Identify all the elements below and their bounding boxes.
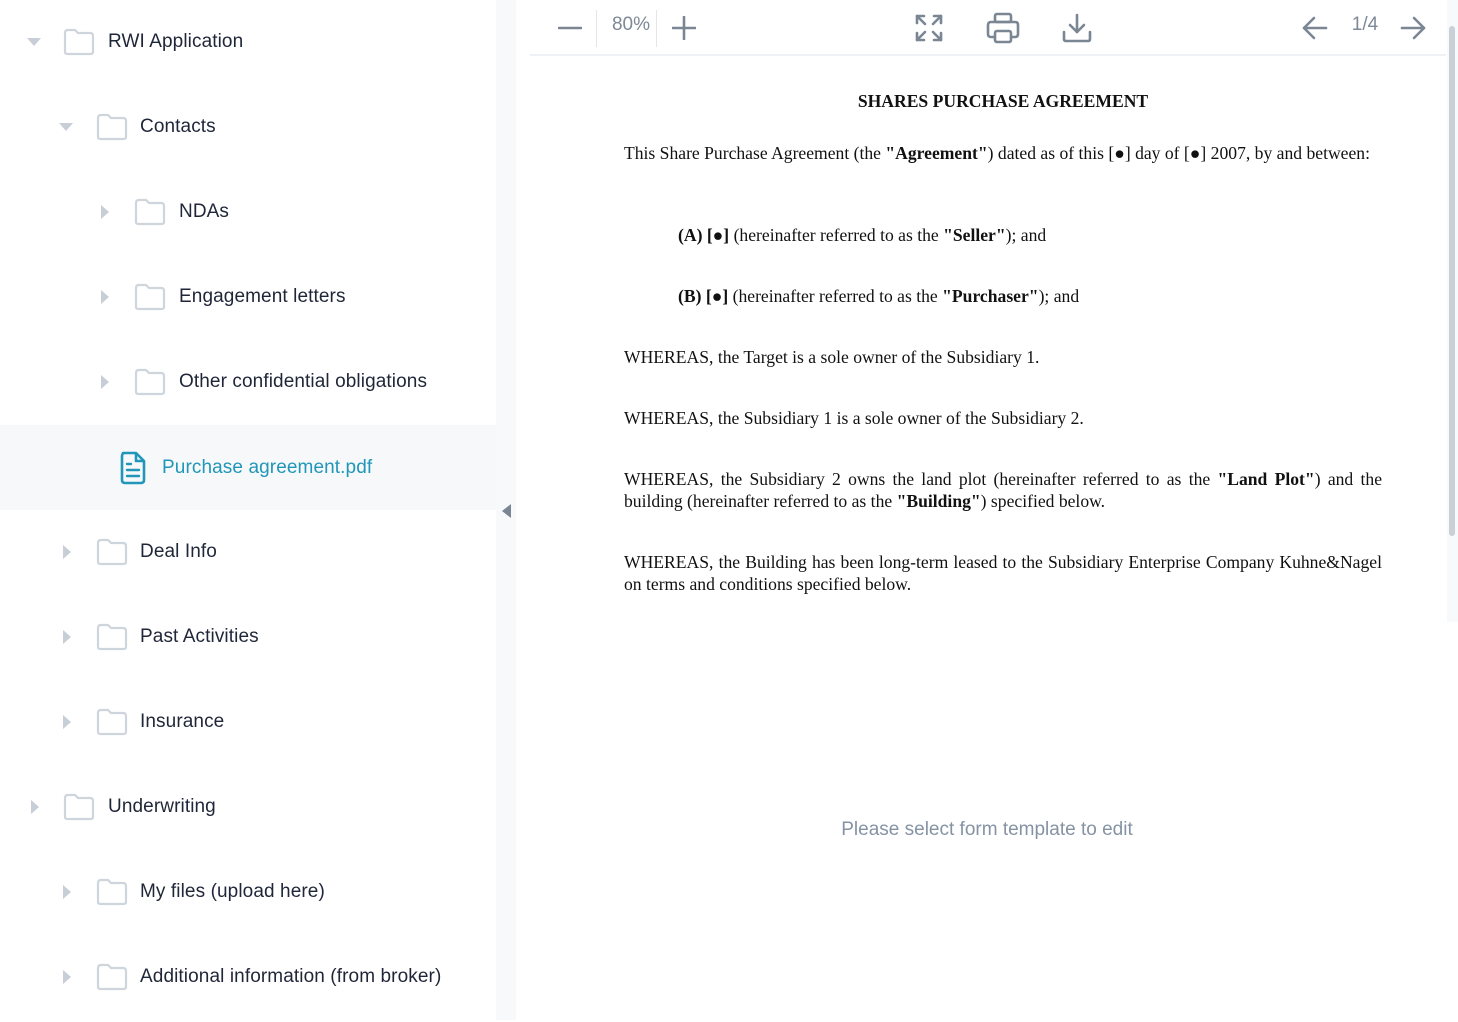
- caret-down-icon[interactable]: [28, 36, 40, 48]
- bold-term: "Land Plot": [1217, 469, 1315, 489]
- tree-item-label: Deal Info: [140, 541, 217, 562]
- tree-item-label: Insurance: [140, 711, 225, 732]
- party-label: (A) [●]: [678, 225, 730, 245]
- text: WHEREAS, the Subsidiary 2 owns the land plot (hereinafter referred to as the: [624, 469, 1218, 489]
- party-label: (B) [●]: [678, 286, 729, 306]
- party-a-paragraph: [678, 225, 1378, 247]
- whereas-paragraph-4: WHEREAS, the Building has been long-term leased to the Subsidiary Enterprise Company Kuhne&Nagel on terms and conditions specified below.: [624, 552, 1382, 594]
- party-b-paragraph: [678, 286, 1378, 308]
- bold-term: "Building": [896, 490, 981, 511]
- tree-item-engagement-letters[interactable]: [0, 255, 496, 340]
- caret-down-icon[interactable]: [60, 121, 72, 133]
- text: ) specified below.: [980, 490, 1106, 511]
- zoom-level: 80%: [611, 14, 651, 35]
- download-button[interactable]: [1060, 11, 1094, 45]
- plus-icon: [672, 16, 696, 40]
- empty-state-message: Please select form template to edit: [841, 819, 1133, 840]
- tree-item-label: Contacts: [140, 116, 216, 137]
- caret-right-icon[interactable]: [99, 291, 111, 303]
- folder-icon: [134, 283, 166, 311]
- tree-item-additional-information[interactable]: [0, 935, 496, 1020]
- caret-right-icon[interactable]: [99, 206, 111, 218]
- tree-item-label: Purchase agreement.pdf: [162, 457, 373, 478]
- tree-item-my-files[interactable]: [0, 850, 496, 935]
- folder-icon: [96, 113, 128, 141]
- tree-item-label: My files (upload here): [140, 881, 325, 902]
- text: (hereinafter referred to as the: [728, 286, 943, 306]
- tree-item-label: Past Activities: [140, 626, 259, 647]
- intro-paragraph: [624, 143, 1382, 165]
- previous-page-button[interactable]: [1300, 13, 1330, 43]
- tree-item-deal-info[interactable]: [0, 510, 496, 595]
- caret-right-icon[interactable]: [29, 801, 41, 813]
- folder-icon: [96, 623, 128, 651]
- fullscreen-button[interactable]: [912, 11, 946, 45]
- collapse-sidebar-icon[interactable]: [500, 502, 512, 520]
- tree-item-rwi-application[interactable]: [0, 0, 496, 85]
- text: ) and the building (hereinafter referred to as the: [624, 469, 1383, 511]
- tree-item-other-confidential-obligations[interactable]: [0, 340, 496, 425]
- caret-right-icon[interactable]: [61, 886, 73, 898]
- arrow-left-icon: [1301, 15, 1329, 41]
- caret-right-icon[interactable]: [61, 716, 73, 728]
- folder-icon: [96, 963, 128, 991]
- text: ); and: [1038, 286, 1080, 306]
- folder-icon: [63, 793, 95, 821]
- folder-icon: [96, 708, 128, 736]
- bold-term: "Purchaser": [942, 286, 1039, 306]
- printer-icon: [986, 12, 1020, 44]
- caret-right-icon[interactable]: [61, 631, 73, 643]
- file-tree-sidebar: [0, 0, 496, 1020]
- download-icon: [1061, 12, 1093, 44]
- folder-icon: [134, 368, 166, 396]
- document-title: SHARES PURCHASE AGREEMENT: [857, 91, 1149, 111]
- tree-item-label: Underwriting: [108, 796, 216, 817]
- text: (hereinafter referred to as the: [729, 225, 944, 245]
- arrow-right-icon: [1399, 15, 1427, 41]
- whereas-paragraph-1: WHEREAS, the Target is a sole owner of the Subsidiary 1.: [624, 347, 1040, 367]
- scrollbar-thumb[interactable]: [1449, 26, 1455, 536]
- tree-item-label: Engagement letters: [179, 286, 346, 307]
- zoom-out-button[interactable]: [556, 14, 584, 42]
- caret-right-icon[interactable]: [61, 546, 73, 558]
- tree-item-insurance[interactable]: [0, 680, 496, 765]
- tree-item-past-activities[interactable]: [0, 595, 496, 680]
- tree-item-label: Additional information (from broker): [140, 966, 442, 987]
- pdf-viewer: [516, 0, 1458, 1020]
- text: ); and: [1005, 225, 1047, 245]
- toolbar-divider: [596, 10, 597, 47]
- toolbar-divider: [656, 10, 657, 47]
- minus-icon: [558, 16, 582, 40]
- print-button[interactable]: [985, 11, 1021, 45]
- next-page-button[interactable]: [1398, 13, 1428, 43]
- expand-arrows-icon: [914, 13, 944, 43]
- page-indicator: 1/4: [1351, 14, 1379, 35]
- tree-item-ndas[interactable]: [0, 170, 496, 255]
- caret-right-icon[interactable]: [99, 376, 111, 388]
- document-file-icon: [119, 451, 147, 485]
- folder-icon: [134, 198, 166, 226]
- tree-item-label: NDAs: [179, 201, 230, 222]
- tree-item-label: Other confidential obligations: [179, 371, 428, 392]
- tree-item-contacts[interactable]: [0, 85, 496, 170]
- whereas-paragraph-3: [624, 469, 1382, 512]
- folder-icon: [96, 538, 128, 566]
- folder-icon: [63, 28, 95, 56]
- viewer-toolbar: [530, 0, 1446, 56]
- tree-item-underwriting[interactable]: [0, 765, 496, 850]
- text: ) dated as of this [●] day of [●] 2007, by and between:: [987, 143, 1370, 163]
- bold-term: "Agreement": [885, 143, 988, 163]
- zoom-in-button[interactable]: [670, 14, 698, 42]
- tree-item-label: RWI Application: [108, 31, 244, 52]
- tree-item-purchase-agreement-pdf[interactable]: [0, 425, 496, 510]
- whereas-paragraph-2: WHEREAS, the Subsidiary 1 is a sole owner of the Subsidiary 2.: [624, 408, 1084, 428]
- text: This Share Purchase Agreement (the: [624, 143, 886, 163]
- folder-icon: [96, 878, 128, 906]
- bold-term: "Seller": [943, 225, 1006, 245]
- caret-right-icon[interactable]: [61, 971, 73, 983]
